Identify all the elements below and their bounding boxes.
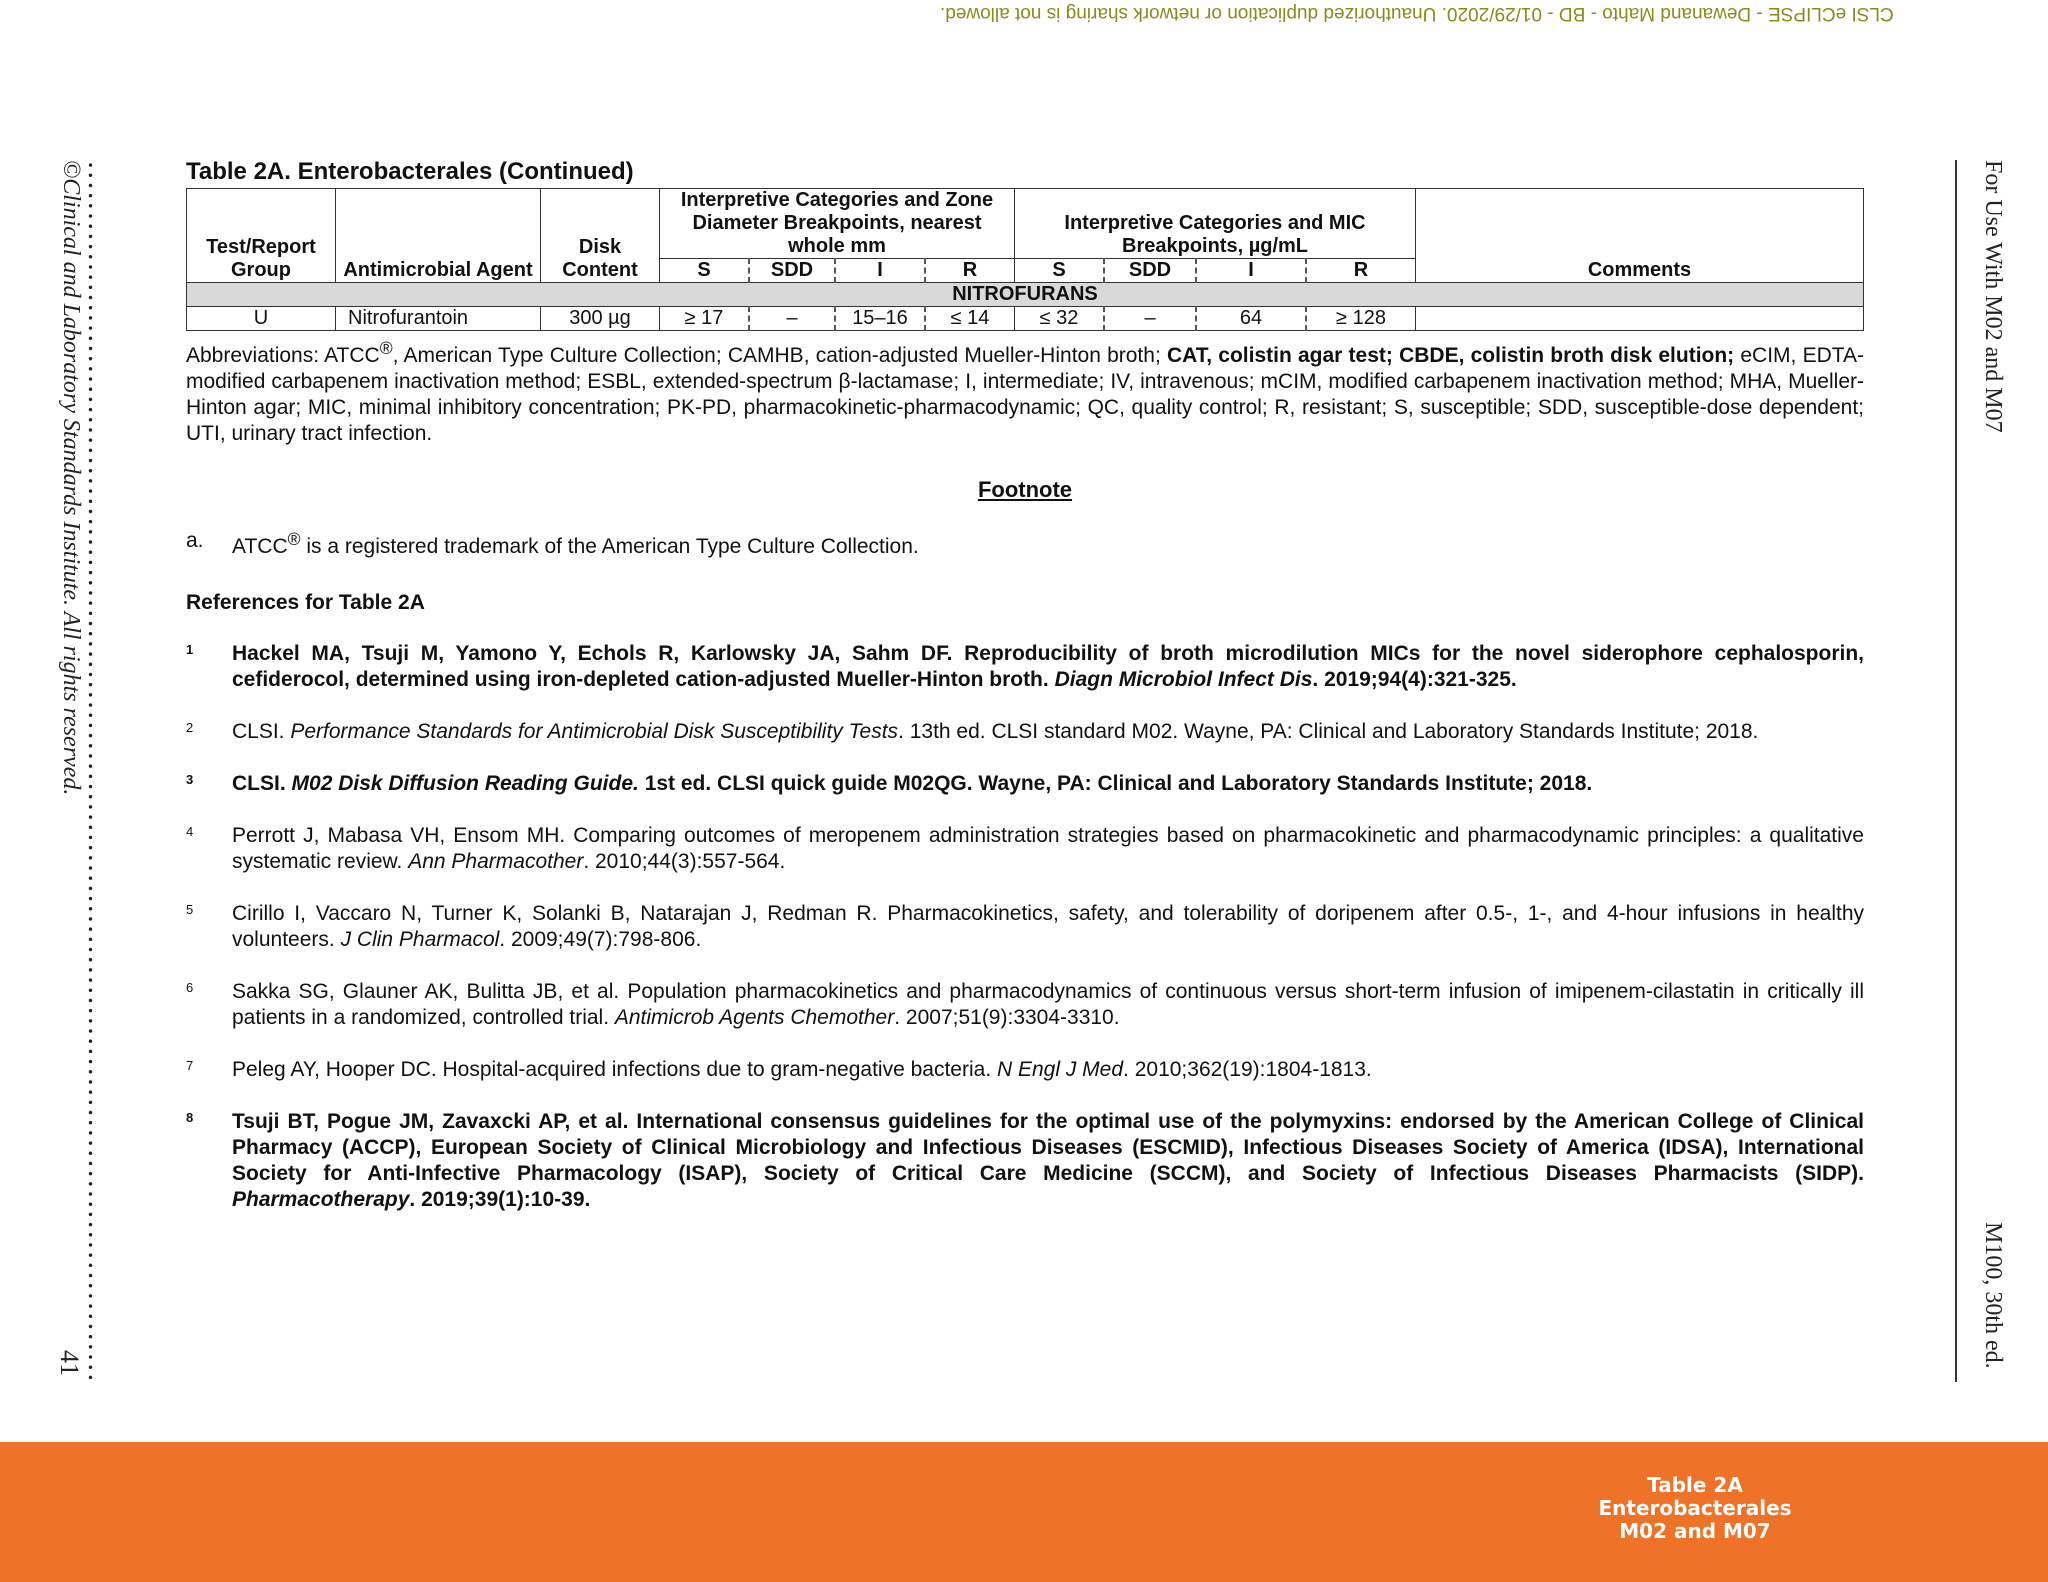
cell-zone-i: 15–16 xyxy=(835,307,925,331)
edition-label: M100, 30th ed. xyxy=(1980,1222,2006,1369)
breakpoint-table xyxy=(186,188,1864,331)
footnote-a xyxy=(186,529,1864,559)
footnote-text: ATCC® is a registered trademark of the American Type Culture Collection. xyxy=(232,529,919,558)
zone-sdd: SDD xyxy=(749,259,835,283)
class-row xyxy=(187,283,1864,307)
mic-i: I xyxy=(1196,259,1306,283)
zone-r: R xyxy=(925,259,1015,283)
reference-3: 3 CLSI. M02 Disk Diffusion Reading Guide. 1st ed. CLSI quick guide M02QG. Wayne, PA: Clinical and Laboratory Standards Institute; 2018. xyxy=(186,772,1593,795)
cell-mic-r: ≥ 128 xyxy=(1306,307,1416,331)
cell-zone-sdd: – xyxy=(749,307,835,331)
zone-s: S xyxy=(660,259,750,283)
reference-4: 4 Perrott J, Mabasa VH, Ensom MH. Comparing outcomes of meropenem administration strategies based on pharmacokinetic and pharmacodynamic principles: a qualitative systematic review. Ann Pharmacother. 2010;44(3):557-564. xyxy=(186,824,1864,873)
cell-zone-s: ≥ 17 xyxy=(660,307,750,331)
mic-sdd: SDD xyxy=(1104,259,1196,283)
cell-disk: 300 µg xyxy=(541,307,660,331)
table-row xyxy=(187,307,1864,331)
reference-6: 6 Sakka SG, Glauner AK, Bulitta JB, et al. Population pharmacokinetics and pharmacodynamics of continuous versus short-term infusion of imipenem-cilastatin in critically ill patients in a randomized, controlled trial. Antimicrob Agents Chemother. 2007;51(9):3304-3310. xyxy=(186,980,1864,1029)
col-disk: Disk Content xyxy=(541,189,660,283)
footer-line-3: M02 and M07 xyxy=(1619,1519,1771,1543)
col-comments: Comments xyxy=(1416,189,1864,283)
reference-5: 5 Cirillo I, Vaccaro N, Turner K, Solanki B, Natarajan J, Redman R. Pharmacokinetics, safety, and tolerability of doripenem after 0.5-, 1-, and 4-hour infusions in healthy volunteers. J Clin Pharmacol. 2009;49(7):798-806. xyxy=(186,902,1864,951)
cell-agent: Nitrofurantoin xyxy=(336,307,541,331)
col-test-group: Test/Report Group xyxy=(187,189,336,283)
cell-comments xyxy=(1416,307,1864,331)
footnote-title: Footnote xyxy=(977,477,1073,502)
col-zone-group: Interpretive Categories and Zone Diameter Breakpoints, nearest whole mm xyxy=(660,189,1015,259)
col-mic-group: Interpretive Categories and MIC Breakpoints, µg/mL xyxy=(1015,189,1416,259)
abbreviations: Abbreviations: ATCC®, American Type Culture Collection; CAMHB, cation-adjusted Mueller-Hinton broth; CAT, colistin agar test; CBDE, colistin broth disk elution; eCIM, EDTA-modified carbapenem inactivation method; ESBL, extended-spectrum β-lactamase; I, intermediate; IV, intravenous; mCIM, modified carbapenem inactivation method; MHA, Mueller-Hinton agar; MIC, minimal inhibitory concentration; PK-PD, pharmacokinetic-pharmacodynamic; QC, quality control; R, resistant; S, susceptible; SDD, susceptible-dose dependent; UTI, urinary tract infection. xyxy=(186,338,1865,445)
reference-2: 2 CLSI. Performance Standards for Antimicrobial Disk Susceptibility Tests. 13th ed. CLSI standard M02. Wayne, PA: Clinical and Laboratory Standards Institute; 2018. xyxy=(186,720,1759,743)
mic-s: S xyxy=(1015,259,1105,283)
cell-zone-r: ≤ 14 xyxy=(925,307,1015,331)
page-content xyxy=(186,158,1864,1213)
footer-line-1: Table 2A xyxy=(1647,1473,1743,1497)
reference-1: 1 Hackel MA, Tsuji M, Yamono Y, Echols R, Karlowsky JA, Sahm DF. Reproducibility of broth microdilution MICs for the novel siderophore cephalosporin, cefiderocol, determined using iron-depleted cation-adjusted Mueller-Hinton broth. Diagn Microbiol Infect Dis. 2019;94(4):321-325. xyxy=(186,642,1864,691)
right-rule xyxy=(1955,160,1957,1382)
reference-7: 7 Peleg AY, Hooper DC. Hospital-acquired infections due to gram-negative bacteria. N Engl J Med. 2010;362(19):1804-1813. xyxy=(186,1058,1372,1081)
references-title: References for Table 2A xyxy=(186,591,425,614)
page-number: 41 xyxy=(55,1350,84,1376)
cell-mic-sdd: – xyxy=(1104,307,1196,331)
footer-bar xyxy=(0,1442,2048,1582)
cell-mic-s: ≤ 32 xyxy=(1015,307,1105,331)
dotted-rule xyxy=(88,160,93,1380)
cell-mic-i: 64 xyxy=(1196,307,1306,331)
mic-r: R xyxy=(1306,259,1416,283)
use-with-label: For Use With M02 and M07 xyxy=(1980,160,2006,433)
zone-i: I xyxy=(835,259,925,283)
reference-8: 8 Tsuji BT, Pogue JM, Zavaxcki AP, et al. International consensus guidelines for the optimal use of the polymyxins: endorsed by the American College of Clinical Pharmacy (ACCP), European Society of Clinical Microbiology and Infectious Diseases (ESCMID), Infectious Diseases Society of America (IDSA), International Society for Anti-Infective Pharmacology (ISAP), Society of Critical Care Medicine (SCCM), and Society of Infectious Diseases Pharmacists (SIDP). Pharmacotherapy. 2019;39(1):10-39. xyxy=(186,1110,1864,1211)
footer-line-2: Enterobacterales xyxy=(1598,1496,1792,1520)
cell-group: U xyxy=(187,307,336,331)
watermark: CLSI eCLIPSE - Dewanand Mahto - BD - 01/29/2020. Unauthorized duplication or network sharing is not allowed. xyxy=(940,3,1894,24)
copyright-notice: ©Clinical and Laboratory Standards Institute. All rights reserved. xyxy=(58,160,84,796)
footer-tab[interactable] xyxy=(1560,1474,1830,1543)
footnote-label: a. xyxy=(186,529,204,552)
class-label: NITROFURANS xyxy=(187,283,1864,307)
table-header-row xyxy=(187,189,1864,259)
col-agent: Antimicrobial Agent xyxy=(336,189,541,283)
table-title: Table 2A. Enterobacterales (Continued) xyxy=(186,158,634,185)
